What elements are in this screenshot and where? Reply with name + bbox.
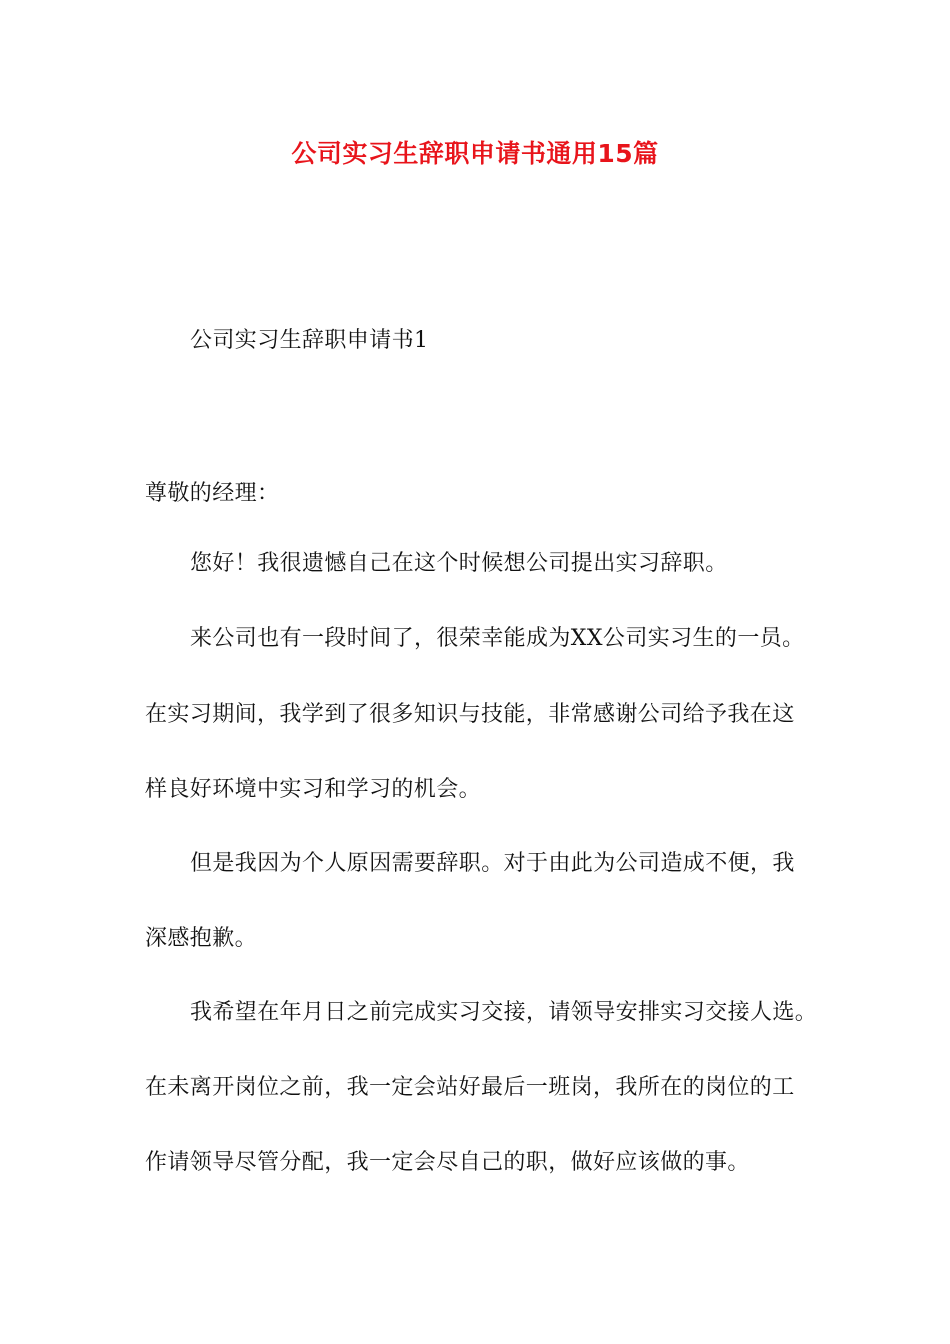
document-title: 公司实习生辞职申请书通用15篇 — [291, 139, 659, 168]
paragraph-line: 样良好环境中实习和学习的机会。 — [145, 777, 482, 802]
paragraph-line: 作请领导尽管分配，我一定会尽自己的职，做好应该做的事。 — [145, 1150, 750, 1175]
paragraph-line: 来公司也有一段时间了，很荣幸能成为XX公司实习生的一员。 — [190, 626, 805, 651]
paragraph-line: 在实习期间，我学到了很多知识与技能，非常感谢公司给予我在这 — [145, 702, 795, 727]
paragraph-line: 您好！我很遗憾自己在这个时候想公司提出实习辞职。 — [190, 551, 728, 576]
paragraph-line: 在未离开岗位之前，我一定会站好最后一班岗，我所在的岗位的工 — [145, 1075, 795, 1100]
paragraph-line: 我希望在年月日之前完成实习交接，请领导安排实习交接人选。 — [190, 1000, 818, 1025]
salutation: 尊敬的经理： — [145, 481, 280, 506]
paragraph-line: 深感抱歉。 — [145, 926, 258, 951]
section-heading: 公司实习生辞职申请书1 — [190, 328, 429, 353]
paragraph-line: 但是我因为个人原因需要辞职。对于由此为公司造成不便，我 — [190, 851, 795, 876]
